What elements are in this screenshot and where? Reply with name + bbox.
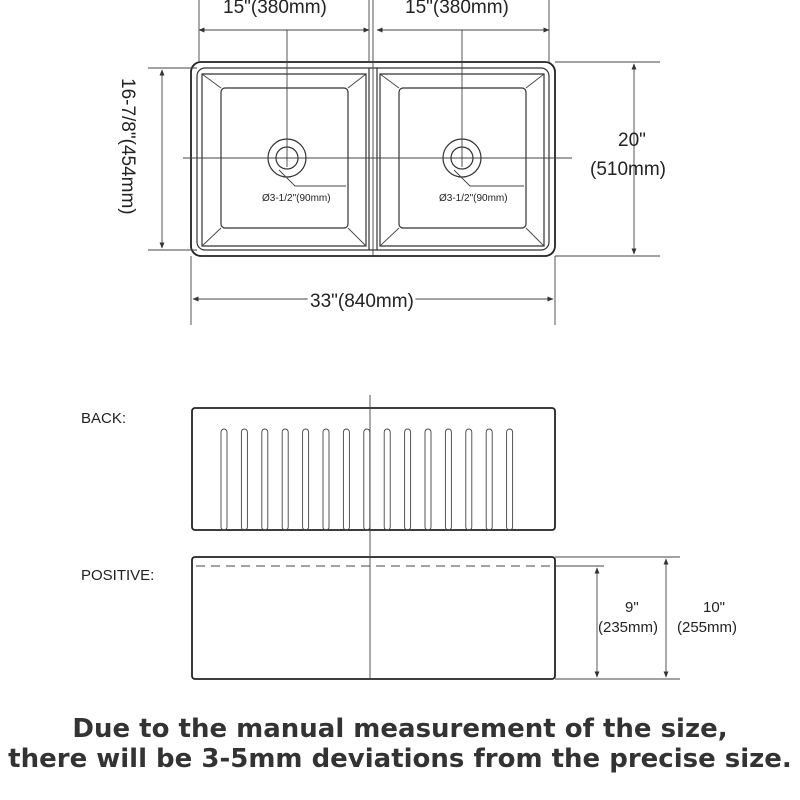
- measurement-notice-line-1: Due to the manual measurement of the size,: [72, 714, 728, 744]
- flute-grooves: [221, 429, 513, 530]
- right-drain-label: Ø3-1/2"(90mm): [439, 193, 508, 204]
- flute-groove: [384, 429, 390, 530]
- flute-groove: [364, 429, 370, 530]
- front-panel: [192, 557, 555, 679]
- flute-groove: [323, 429, 329, 530]
- left-basin-bevel: [202, 74, 366, 246]
- front-view: [81, 530, 737, 679]
- back-panel: [192, 408, 555, 530]
- back-view: [81, 395, 555, 530]
- outer-depth-inch: 20": [618, 130, 646, 151]
- overall-width-label: 33"(840mm): [310, 291, 414, 312]
- width-left-label: 15"(380mm): [223, 0, 327, 18]
- inner-height-mm: (235mm): [598, 619, 659, 636]
- flute-groove: [221, 429, 227, 530]
- flute-groove: [425, 429, 431, 530]
- top-view: [117, 0, 666, 325]
- flute-groove: [343, 429, 349, 530]
- outer-height-inch: 10": [703, 599, 726, 616]
- flute-groove: [405, 429, 411, 530]
- flute-groove: [303, 429, 309, 530]
- positive-label: POSITIVE:: [81, 567, 155, 584]
- left-drain-label: Ø3-1/2"(90mm): [262, 193, 331, 204]
- width-right-label: 15"(380mm): [405, 0, 509, 18]
- back-label: BACK:: [81, 410, 127, 427]
- flute-groove: [262, 429, 268, 530]
- flute-groove: [445, 429, 451, 530]
- flute-groove: [241, 429, 247, 530]
- measurement-notice-line-2: there will be 3-5mm deviations from the precise size.: [8, 744, 792, 774]
- depth-label: 16-7/8"(454mm): [117, 78, 138, 215]
- flute-groove: [466, 429, 472, 530]
- flute-groove: [282, 429, 288, 530]
- outer-depth-mm: (510mm): [590, 159, 667, 180]
- outer-height-mm: (255mm): [677, 619, 738, 636]
- flute-groove: [486, 429, 492, 530]
- flute-groove: [507, 429, 513, 530]
- inner-height-inch: 9": [625, 599, 639, 616]
